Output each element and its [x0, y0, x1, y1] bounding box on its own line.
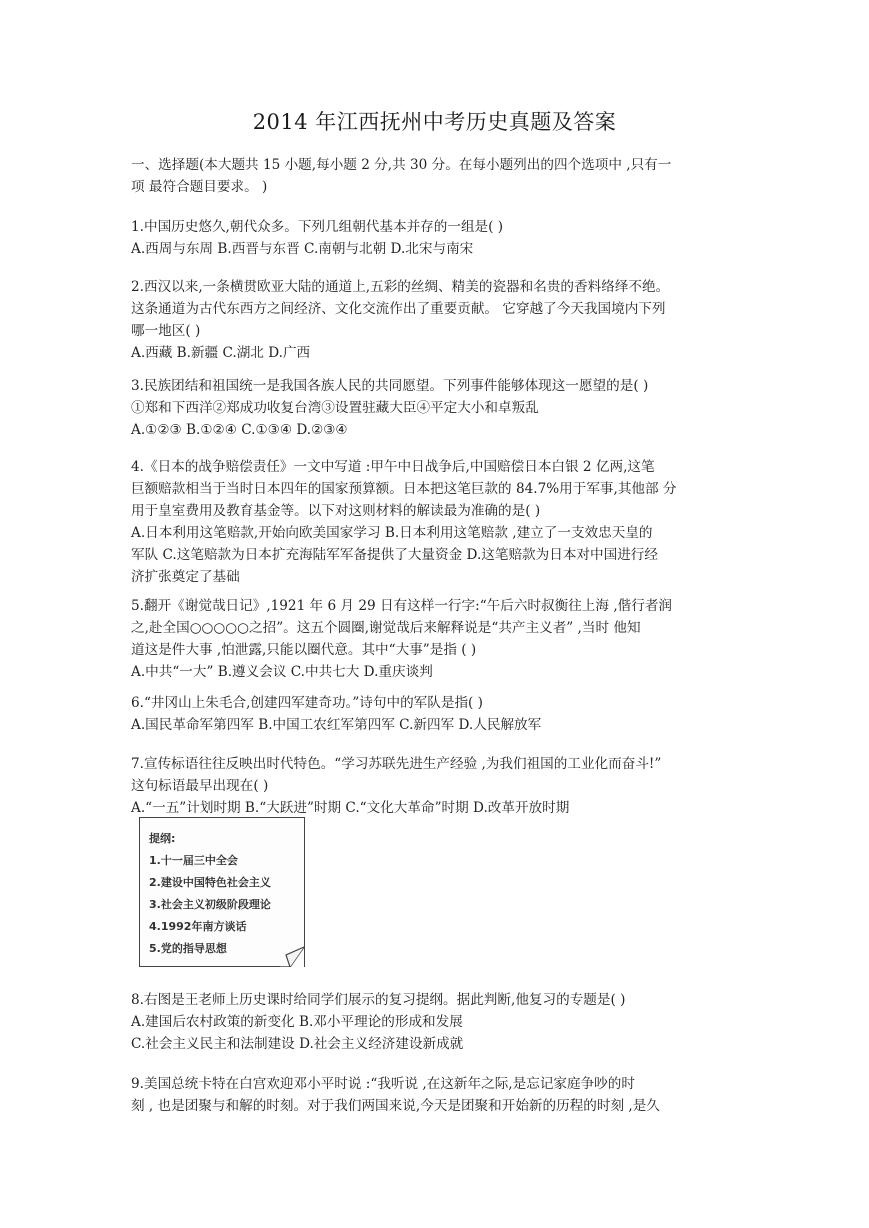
outline-lines	[149, 828, 271, 960]
question-5	[131, 595, 743, 683]
question-options: A.日本利用这笔赔款,开始向欧美国家学习 B.日本利用这笔赔款 ,建立了一支效忠天皇的	[131, 525, 653, 541]
question-stem: 道这是件大事 ,怕泄露,只能以圈代意。其中“大事”是指 ( )	[131, 642, 477, 658]
question-options: 军队 C.这笔赔款为日本扩充海陆军军备提供了大量资金 D.这笔赔款为日本对中国进行经	[131, 547, 658, 563]
outline-item: 5.党的指导思想	[149, 942, 227, 955]
question-options: A.建国后农村政策的新变化 B.邓小平理论的形成和发展	[131, 1014, 463, 1030]
question-stem: 1.中国历史悠久,朝代众多。下列几组朝代基本并存的一组是( )	[131, 219, 504, 235]
figure-bottom-edge	[140, 966, 280, 967]
question-6	[131, 692, 743, 736]
question-3	[131, 375, 743, 441]
question-stem: 这条通道为古代东西方之间经济、文化交流作出了重要贡献。 它穿越了今天我国境内下列	[131, 301, 666, 317]
question-stem: ①郑和下西洋②郑成功收复台湾③设置驻藏大臣④平定大小和卓叛乱	[131, 400, 539, 416]
page-title: 2014 年江西抚州中考历史真题及答案	[252, 110, 617, 134]
outline-item: 3.社会主义初级阶段理论	[149, 898, 271, 911]
question-stem: 6.“井冈山上朱毛合,创建四军建奇功。”诗句中的军队是指( )	[131, 695, 483, 711]
outline-item: 4.1992年南方谈话	[149, 920, 247, 933]
outline-item: 1.十一届三中全会	[149, 854, 238, 867]
question-stem: 9.美国总统卡特在白宫欢迎邓小平时说 :“我听说 ,在这新年之际,是忘记家庭争吵的时	[131, 1076, 635, 1092]
question-stem: 7.宣传标语往往反映出时代特色。“学习苏联先进生产经验 ,为我们祖国的工业化而奋斗!”	[131, 756, 662, 772]
question-4	[131, 456, 743, 588]
question-options: C.社会主义民主和法制建设 D.社会主义经济建设新成就	[131, 1036, 464, 1052]
question-options: A.“一五”计划时期 B.“大跃进”时期 C.“文化大革命”时期 D.改革开放时期	[131, 800, 570, 816]
question-options: A.①②③ B.①②④ C.①③④ D.②③④	[131, 422, 348, 438]
question-stem: 4.《日本的战争赔偿责任》一文中写道 :甲午中日战争后,中国赔偿日本白银 2 亿两,这笔	[131, 459, 655, 475]
question-9	[131, 1073, 743, 1117]
question-1	[131, 216, 743, 260]
question-stem: 8.右图是王老师上历史课时给同学们展示的复习提纲。据此判断,他复习的专题是( )	[131, 992, 626, 1008]
page-curl-icon	[280, 945, 306, 967]
question-options: A.中共“一大” B.遵义会议 C.中共七大 D.重庆谈判	[131, 664, 433, 680]
question-stem: 3.民族团结和祖国统一是我国各族人民的共同愿望。下列事件能够体现这一愿望的是( )	[131, 378, 649, 394]
question-stem: 5.翻开《谢觉哉日记》,1921 年 6 月 29 日有这样一行字:“午后六时叔衡往上海 ,偕行者润	[131, 598, 673, 614]
review-outline-figure	[139, 817, 305, 967]
question-stem: 这句标语最早出现在( )	[131, 778, 269, 794]
question-stem: 巨额赔款相当于当时日本四年的国家预算额。日本把这笔巨款的 84.7%用于军事,其他部 分	[131, 481, 677, 497]
question-options: 济扩张奠定了基础	[131, 569, 240, 585]
question-options: A.国民革命军第四军 B.中国工农红军第四军 C.新四军 D.人民解放军	[131, 717, 542, 733]
question-options: A.西藏 B.新疆 C.湖北 D.广西	[131, 345, 311, 361]
question-stem: 哪一地区( )	[131, 323, 201, 339]
question-stem: 刻 , 也是团聚与和解的时刻。对于我们两国来说,今天是团聚和开始新的历程的时刻 ,是久	[131, 1098, 660, 1114]
question-8	[131, 989, 743, 1055]
question-2	[131, 276, 743, 364]
outline-item: 2.建设中国特色社会主义	[149, 876, 271, 889]
question-7	[131, 753, 743, 819]
text-line: 项 最符合题目要求。 )	[131, 179, 268, 195]
question-stem: 之,赴全国○○○○○之招”。这五个圆圈,谢觉哉后来解释说是“共产主义者” ,当时 他知	[131, 620, 641, 636]
text-line: 一、选择题(本大题共 15 小题,每小题 2 分,共 30 分。在每小题列出的四个选项中 ,只有一	[131, 157, 672, 173]
section-intro	[131, 154, 743, 198]
question-stem: 用于皇室费用及教育基金等。以下对这则材料的解读最为准确的是( )	[131, 503, 541, 519]
question-options: A.西周与东周 B.西晋与东晋 C.南朝与北朝 D.北宋与南宋	[131, 241, 474, 257]
question-stem: 2.西汉以来,一条横贯欧亚大陆的通道上,五彩的丝绸、精美的瓷器和名贵的香料络绎不绝。	[131, 279, 670, 295]
outline-heading: 提纲:	[149, 832, 176, 845]
